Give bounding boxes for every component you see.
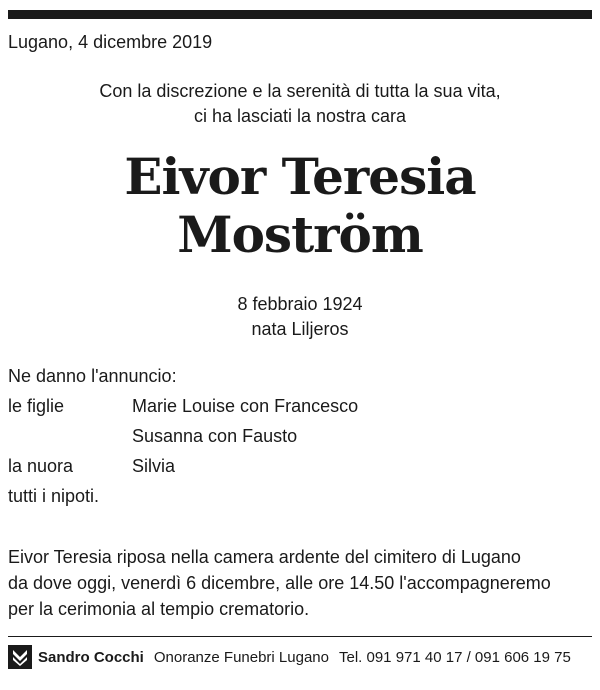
intro-line-2: ci ha lasciati la nostra cara xyxy=(193,106,407,126)
family-row xyxy=(8,396,358,417)
family-relation: la nuora xyxy=(8,456,74,476)
company-phone: Tel. 091 971 40 17 / 091 606 19 75 xyxy=(338,648,571,666)
birth-date: 8 febbraio 1924 xyxy=(237,294,363,314)
footer-divider xyxy=(8,636,592,637)
company-subtitle: Onoranze Funebri Lugano xyxy=(153,648,329,666)
stacked-chevrons-logo-icon xyxy=(8,645,32,669)
announcement-heading: Ne danno l'annuncio: xyxy=(8,366,177,386)
footer xyxy=(8,644,592,670)
deceased-surname: Moström xyxy=(177,205,423,264)
family-names: Susanna con Fausto xyxy=(132,426,298,446)
place-date: Lugano, 4 dicembre 2019 xyxy=(8,32,213,52)
intro-line-1: Con la discrezione e la serenità di tutta la sua vita, xyxy=(99,81,501,101)
deceased-name xyxy=(0,148,600,264)
closing-line-1: Eivor Teresia riposa nella camera ardente del cimitero di Lugano xyxy=(8,547,521,567)
closing-line-3: per la cerimonia al tempio crematorio. xyxy=(8,599,310,619)
family-relation: tutti i nipoti. xyxy=(8,486,100,506)
family-row xyxy=(8,426,297,447)
family-names: Marie Louise con Francesco xyxy=(132,396,359,416)
birth-info xyxy=(0,292,600,342)
top-divider xyxy=(8,10,592,19)
family-names: Silvia xyxy=(132,456,176,476)
family-relation: le figlie xyxy=(8,396,65,416)
company-name: Sandro Cocchi xyxy=(38,648,144,666)
intro-text xyxy=(0,79,600,129)
family-row xyxy=(8,456,175,477)
deceased-first-names: Eivor Teresia xyxy=(124,147,476,206)
family-row xyxy=(8,486,132,507)
closing-text xyxy=(8,544,551,622)
birth-name: nata Liljeros xyxy=(251,319,349,339)
closing-line-2: da dove oggi, venerdì 6 dicembre, alle ore 14.50 l'accompagneremo xyxy=(8,573,551,593)
